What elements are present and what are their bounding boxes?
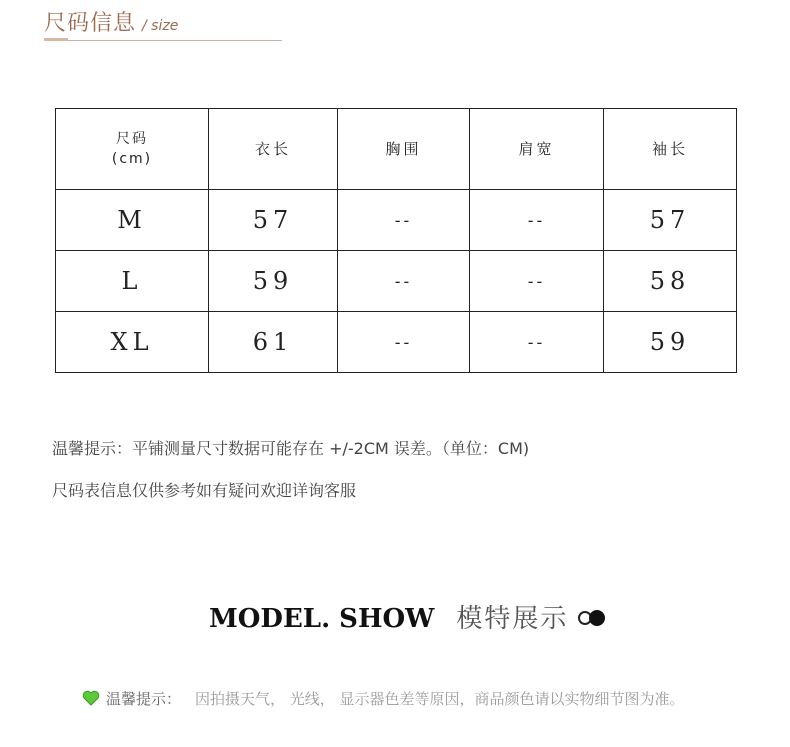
cell-chest: -- (338, 312, 470, 373)
footer-label: 温馨提示： (106, 690, 182, 708)
model-show-chinese: 模特展示 (456, 604, 569, 634)
cell-length: 61 (209, 312, 338, 373)
model-show-heading (209, 598, 610, 635)
section-title: 尺码信息 (44, 11, 137, 36)
header-length: 衣长 (209, 109, 338, 190)
header-size-unit: (cm) (111, 151, 153, 167)
cell-shoulder: -- (470, 251, 604, 312)
table-header-row (56, 109, 737, 190)
header-size (56, 109, 209, 190)
section-subtitle: / size (142, 18, 179, 34)
cell-sleeve: 57 (604, 190, 737, 251)
header-accent-bar (44, 38, 68, 41)
header-size-label: 尺码 (116, 131, 148, 147)
size-table (55, 108, 737, 373)
cell-chest: -- (338, 190, 470, 251)
cell-shoulder: -- (470, 312, 604, 373)
cell-chest: -- (338, 251, 470, 312)
cell-length: 57 (209, 190, 338, 251)
cell-sleeve: 59 (604, 312, 737, 373)
measurement-tip: 温馨提示：平铺测量尺寸数据可能存在 +/-2CM 误差。（单位：CM) (52, 439, 530, 458)
table-row (56, 312, 737, 373)
cell-size: L (56, 251, 209, 312)
dots-icon (576, 610, 610, 630)
header-divider (44, 40, 282, 41)
header-shoulder: 肩宽 (470, 109, 604, 190)
cell-sleeve: 58 (604, 251, 737, 312)
section-header (44, 6, 178, 37)
heart-icon (82, 690, 100, 710)
header-sleeve: 袖长 (604, 109, 737, 190)
cell-size: M (56, 190, 209, 251)
cell-size: XL (56, 312, 209, 373)
model-show-english: MODEL. SHOW (209, 604, 435, 634)
footer-note (82, 688, 685, 710)
cell-shoulder: -- (470, 190, 604, 251)
footer-text: 因拍摄天气， 光线， 显示器色差等原因，商品颜色请以实物细节图为准。 (195, 690, 685, 708)
header-chest: 胸围 (338, 109, 470, 190)
table-row (56, 251, 737, 312)
reference-tip: 尺码表信息仅供参考如有疑问欢迎详询客服 (52, 481, 357, 500)
cell-length: 59 (209, 251, 338, 312)
table-row (56, 190, 737, 251)
